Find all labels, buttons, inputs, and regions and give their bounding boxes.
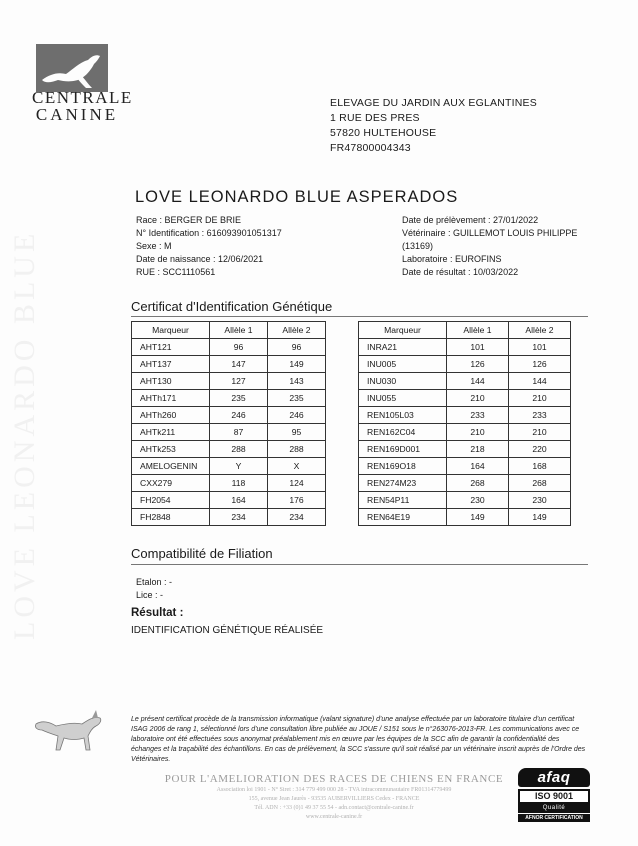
- centrale-canine-dog-logo: [36, 44, 108, 92]
- allele-1-value: 144: [447, 373, 509, 390]
- footer-line: Tél. ADN : +33 (0)1 49 37 55 54 - adn.contact@centrale-canine.fr: [254, 805, 414, 811]
- allele-1-value: 127: [210, 373, 268, 390]
- allele-2-value: 233: [509, 407, 571, 424]
- table-row: [132, 475, 326, 492]
- afaq-logo: afaq: [518, 768, 590, 787]
- marker-name: REN162C04: [359, 424, 447, 441]
- footer-line: 155, avenue Jean Jaurès - 93535 AUBERVILLIERS Cedex - FRANCE: [248, 796, 420, 802]
- veterinarian-number: (13169): [402, 241, 434, 251]
- dog-info-right: [402, 214, 577, 279]
- header-allele-1: Allèle 1: [447, 322, 509, 339]
- allele-1-value: 164: [447, 458, 509, 475]
- allele-1-value: 164: [210, 492, 268, 509]
- allele-1-value: 87: [210, 424, 268, 441]
- filiation-parents: [136, 576, 172, 602]
- allele-2-value: 101: [509, 339, 571, 356]
- dog-info-left: [136, 214, 282, 279]
- table-row: [132, 509, 326, 526]
- allele-2-value: 126: [509, 356, 571, 373]
- marker-name: FH2054: [132, 492, 210, 509]
- quality-label: Qualité: [518, 804, 590, 813]
- watermark-text: LOVE LEONARDO BLUE: [8, 229, 41, 640]
- allele-2-value: 288: [268, 441, 326, 458]
- table-row: [132, 407, 326, 424]
- address-line: ELEVAGE DU JARDIN AUX EGLANTINES: [330, 97, 537, 109]
- afaq-iso-certification-badge: [518, 768, 590, 822]
- header-allele-2: Allèle 2: [509, 322, 571, 339]
- marker-name: AHT137: [132, 356, 210, 373]
- marker-name: REN169O18: [359, 458, 447, 475]
- logo-line-1: CENTRALE: [32, 88, 133, 107]
- allele-2-value: 234: [268, 509, 326, 526]
- allele-1-value: 246: [210, 407, 268, 424]
- allele-2-value: 230: [509, 492, 571, 509]
- table-row: [132, 373, 326, 390]
- dog-sketch-illustration: [30, 706, 110, 756]
- lice: Lice : -: [136, 590, 164, 600]
- allele-1-value: 126: [447, 356, 509, 373]
- allele-2-value: 220: [509, 441, 571, 458]
- allele-1-value: 268: [447, 475, 509, 492]
- header-allele-1: Allèle 1: [210, 322, 268, 339]
- centrale-canine-wordmark: [32, 88, 133, 124]
- allele-2-value: 95: [268, 424, 326, 441]
- allele-2-value: 149: [509, 509, 571, 526]
- marker-name: CXX279: [132, 475, 210, 492]
- marker-name: INU055: [359, 390, 447, 407]
- marker-name: AHTh260: [132, 407, 210, 424]
- allele-1-value: 147: [210, 356, 268, 373]
- marker-name: REN105L03: [359, 407, 447, 424]
- table-header-row: [359, 322, 571, 339]
- address-line: 1 RUE DES PRES: [330, 112, 420, 124]
- allele-2-value: 96: [268, 339, 326, 356]
- address-line: 57820 HULTEHOUSE: [330, 127, 437, 139]
- allele-1-value: 101: [447, 339, 509, 356]
- allele-1-value: 118: [210, 475, 268, 492]
- table-row: [359, 492, 571, 509]
- allele-2-value: 143: [268, 373, 326, 390]
- table-row: [359, 373, 571, 390]
- marker-name: AHTh171: [132, 390, 210, 407]
- allele-1-value: 234: [210, 509, 268, 526]
- allele-2-value: 210: [509, 424, 571, 441]
- allele-2-value: 168: [509, 458, 571, 475]
- table-row: [359, 407, 571, 424]
- table-row: [132, 458, 326, 475]
- table-row: [359, 475, 571, 492]
- allele-1-value: 230: [447, 492, 509, 509]
- table-row: [132, 424, 326, 441]
- filiation-title: Compatibilité de Filiation: [131, 546, 273, 561]
- dog-identification: N° Identification : 616093901051317: [136, 228, 282, 238]
- marker-name: INU005: [359, 356, 447, 373]
- allele-1-value: 96: [210, 339, 268, 356]
- marker-name: REN274M23: [359, 475, 447, 492]
- result-date: Date de résultat : 10/03/2022: [402, 267, 519, 277]
- allele-1-value: 149: [447, 509, 509, 526]
- table-header-row: [132, 322, 326, 339]
- header-marker: Marqueur: [359, 322, 447, 339]
- dog-breed: Race : BERGER DE BRIE: [136, 215, 242, 225]
- allele-1-value: 235: [210, 390, 268, 407]
- marker-name: AHT121: [132, 339, 210, 356]
- dog-rue: RUE : SCC1110561: [136, 267, 216, 277]
- table-row: [132, 441, 326, 458]
- table-row: [359, 339, 571, 356]
- logo-line-2: CANINE: [35, 105, 119, 124]
- allele-2-value: X: [268, 458, 326, 475]
- header-allele-2: Allèle 2: [268, 322, 326, 339]
- table-row: [359, 424, 571, 441]
- result-value: IDENTIFICATION GÉNÉTIQUE RÉALISÉE: [131, 625, 324, 636]
- veterinarian: Vétérinaire : GUILLEMOT LOUIS PHILIPPE: [402, 228, 578, 238]
- result-label: Résultat :: [131, 607, 184, 619]
- allele-2-value: 176: [268, 492, 326, 509]
- legal-disclaimer: Le présent certificat procède de la transmission informatique (valant signature) d'une analyse effectuée par un laboratoire titulaire d'un certificat ISAG 2006 de rang 1, sélectionné lors d'une consultation libre publiée au JOUE / S151 sous le n°263076-2013-FR. Les communications avec ce laboratoire ont été effectuées sous anonymat préalablement mis en œuvre par les équipes de la SCC afin de garantir la confidentialité des échanges et la traçabilité des échantillons. En cas de prélèvement, la SCC s'assure qu'il soit réalisé par un vétérinaire inscrit auprès de l'Ordre des Vétérinaires.: [131, 716, 586, 763]
- marker-table-right: [358, 321, 571, 526]
- table-row: [359, 509, 571, 526]
- allele-1-value: 233: [447, 407, 509, 424]
- dog-sex: Sexe : M: [136, 241, 172, 251]
- marker-name: REN54P11: [359, 492, 447, 509]
- table-row: [132, 390, 326, 407]
- marker-name: INU030: [359, 373, 447, 390]
- allele-1-value: Y: [210, 458, 268, 475]
- dog-birth-date: Date de naissance : 12/06/2021: [136, 254, 264, 264]
- marker-name: REN169D001: [359, 441, 447, 458]
- allele-1-value: 218: [447, 441, 509, 458]
- etalon: Etalon : -: [136, 577, 173, 587]
- allele-2-value: 124: [268, 475, 326, 492]
- marker-table-left: [131, 321, 326, 526]
- allele-1-value: 210: [447, 424, 509, 441]
- marker-name: FH2848: [132, 509, 210, 526]
- certificate-title: Certificat d'Identification Génétique: [131, 299, 333, 314]
- table-row: [132, 356, 326, 373]
- footer-line: www.centrale-canine.fr: [305, 814, 363, 820]
- footer-line: Association loi 1901 - N° Siret : 314 779 499 000 28 - TVA intracommunautaire FR01314779499: [216, 787, 452, 793]
- allele-2-value: 144: [509, 373, 571, 390]
- marker-name: REN64E19: [359, 509, 447, 526]
- allele-2-value: 210: [509, 390, 571, 407]
- marker-name: AHTk211: [132, 424, 210, 441]
- allele-2-value: 235: [268, 390, 326, 407]
- table-row: [359, 458, 571, 475]
- table-row: [132, 492, 326, 509]
- allele-2-value: 246: [268, 407, 326, 424]
- filiation-divider: [131, 564, 588, 565]
- table-row: [359, 390, 571, 407]
- table-row: [359, 441, 571, 458]
- table-row: [132, 339, 326, 356]
- marker-name: AHT130: [132, 373, 210, 390]
- dog-name: LOVE LEONARDO BLUE ASPERADOS: [135, 188, 459, 206]
- allele-2-value: 268: [509, 475, 571, 492]
- address-line: FR47800004343: [330, 142, 411, 154]
- sample-date: Date de prélèvement : 27/01/2022: [402, 215, 539, 225]
- footer-title: POUR L'AMELIORATION DES RACES DE CHIENS EN FRANCE: [164, 773, 504, 785]
- footer-contact: [150, 786, 518, 822]
- allele-2-value: 149: [268, 356, 326, 373]
- laboratory: Laboratoire : EUROFINS: [402, 254, 502, 264]
- marker-name: AHTk253: [132, 441, 210, 458]
- afnor-label: AFNOR CERTIFICATION: [518, 814, 590, 822]
- header-marker: Marqueur: [132, 322, 210, 339]
- allele-1-value: 210: [447, 390, 509, 407]
- table-row: [359, 356, 571, 373]
- breeder-address: [330, 96, 537, 156]
- marker-name: INRA21: [359, 339, 447, 356]
- certificate-divider: [131, 316, 588, 317]
- iso-label: ISO 9001: [518, 789, 590, 804]
- allele-1-value: 288: [210, 441, 268, 458]
- marker-name: AMELOGENIN: [132, 458, 210, 475]
